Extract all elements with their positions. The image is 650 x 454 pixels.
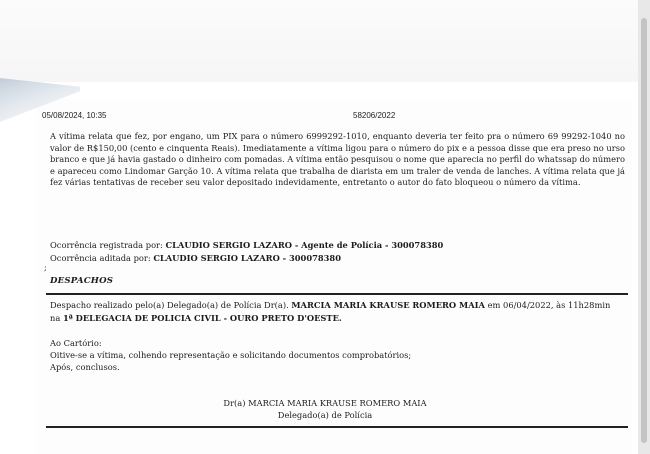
addressee: Ao Cartório: bbox=[50, 338, 102, 348]
document-number: 58206/2022 bbox=[353, 111, 396, 120]
stray-mark: ; bbox=[44, 263, 47, 272]
registered-by bbox=[50, 240, 443, 250]
divider-bottom bbox=[46, 426, 628, 428]
signer-name: Dr(a) MARCIA MARIA KRAUSE ROMERO MAIA bbox=[223, 398, 427, 408]
despacho-text-b: na bbox=[50, 313, 61, 323]
despacho-date: em 06/04/2022, às 11h28min bbox=[487, 300, 611, 310]
edited-by bbox=[50, 253, 341, 263]
edited-by-label: Ocorrência aditada por: bbox=[50, 253, 151, 263]
despacho-line-2 bbox=[50, 313, 342, 323]
registered-by-label: Ocorrência registrada por: bbox=[50, 240, 163, 250]
photo-top-background bbox=[0, 0, 650, 82]
registered-by-value: CLAUDIO SERGIO LAZARO - Agente de Polícia - 300078380 bbox=[165, 240, 444, 250]
closing-line: Após, conclusos. bbox=[50, 362, 120, 372]
section-heading-despachos: DESPACHOS bbox=[50, 276, 114, 286]
police-station: 1ª DELEGACIA DE POLICIA CIVIL - OURO PRETO D'OESTE. bbox=[62, 313, 342, 323]
scrollbar[interactable] bbox=[638, 0, 650, 454]
instruction: Oitive-se a vítima, colhendo representação e solicitando documentos comprobatórios; bbox=[50, 350, 412, 360]
print-datetime: 05/08/2024, 10:35 bbox=[42, 111, 107, 120]
incident-narrative: A vítima relata que fez, por engano, um PIX para o número 6999292-1010, enquanto deveria ter feito pra o número 69 99292-1040 no valor de R$150,00 (cento e cinquenta Reais). Imediatamente a vítima ligou para o número do pix e a pessoa disse que era preso no urso branco e que já havia gastado o dinheiro com pomadas. A vítima então pesquisou o nome que aparecia no perfil do whatssap do número e apareceu como Lindomar Garção 10. A vítima relata que trabalha de diarista em um traler de venda de lanches. A vítima relata que já fez várias tentativas de receber seu valor depositado indevidamente, entretanto o autor do fato bloqueou o número da vítima. bbox=[50, 131, 625, 187]
edited-by-value: CLAUDIO SERGIO LAZARO - 300078380 bbox=[153, 253, 341, 263]
divider-top bbox=[46, 293, 628, 295]
scrollbar-thumb[interactable] bbox=[641, 18, 647, 443]
despacho-line-1 bbox=[50, 300, 610, 310]
despacho-text-a: Despacho realizado pelo(a) Delegado(a) de Polícia Dr(a). bbox=[50, 300, 289, 310]
delegate-name: MARCIA MARIA KRAUSE ROMERO MAIA bbox=[291, 300, 485, 310]
signer-title: Delegado(a) de Polícia bbox=[277, 410, 373, 420]
